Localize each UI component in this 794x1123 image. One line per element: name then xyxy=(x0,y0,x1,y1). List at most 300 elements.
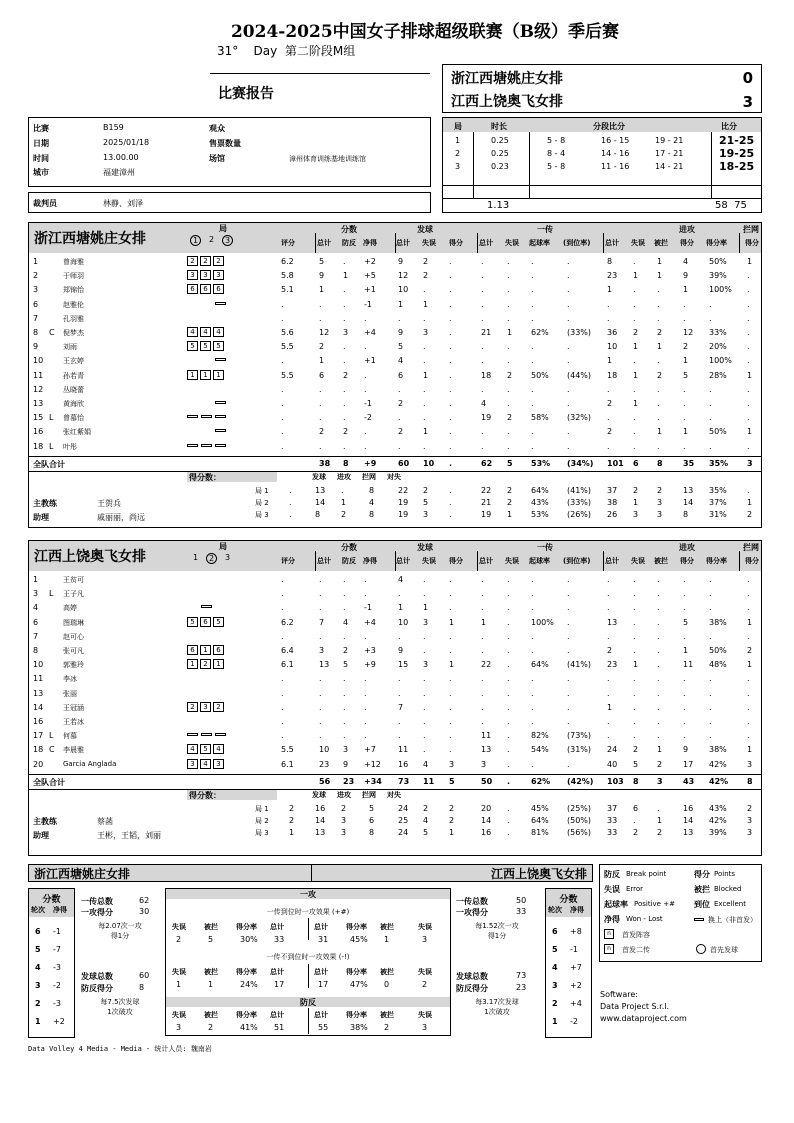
stat-se: 2 xyxy=(423,271,429,281)
stat-re: . xyxy=(507,271,510,281)
col-hdr-err: 失误 xyxy=(422,557,436,565)
stat-rt2: . xyxy=(481,688,484,698)
by-set-st: 22 xyxy=(398,485,409,495)
total-re: 5 xyxy=(507,458,513,468)
info-match-id: B159 xyxy=(103,123,124,132)
stat-rt: . xyxy=(281,427,284,437)
info-label-time: 时间 xyxy=(33,154,49,163)
player-row xyxy=(29,601,761,614)
side-out-val-4: 31 xyxy=(318,935,329,944)
stat-ae: . xyxy=(633,717,636,726)
total-bp: 23 xyxy=(343,776,355,786)
stat-tot: 12 xyxy=(319,328,330,337)
sets-hdr-score: 比分 xyxy=(721,122,737,131)
stat-apct: . xyxy=(709,441,712,451)
stat-tot: . xyxy=(319,399,322,408)
sub-markers xyxy=(215,358,226,361)
stat-rpos: . xyxy=(531,717,534,726)
stat-se: . xyxy=(423,631,426,641)
side-out-hdr-5: 得分率 xyxy=(346,923,367,931)
lineup-boxes xyxy=(187,702,224,712)
a-sv-total-label: 发球总数 xyxy=(456,972,488,981)
stat-rexc: . xyxy=(567,285,570,295)
set-mark: 1 xyxy=(192,553,199,562)
stat-rpos: 62% xyxy=(531,328,549,337)
stat-bp: . xyxy=(343,257,346,266)
stat-bp: . xyxy=(343,399,346,408)
stat-ae: . xyxy=(633,257,636,266)
stat-apct: 33% xyxy=(709,328,727,337)
stat-ab: . xyxy=(657,688,660,698)
stat-apct: . xyxy=(709,313,712,323)
stat-st: 9 xyxy=(398,328,404,337)
stat-se: 4 xyxy=(423,759,429,769)
col-hdr-pct: 得分率 xyxy=(706,239,727,247)
side-out-val-5: 45% xyxy=(350,935,368,944)
rotation-net: +2 xyxy=(570,981,582,990)
by-set-apct: 31% xyxy=(709,509,727,519)
stat-ae: . xyxy=(633,356,636,366)
side-out-hdr-2: 得分率 xyxy=(236,923,257,931)
stat-sp: . xyxy=(449,313,452,323)
lineup-position: 5 xyxy=(187,617,198,627)
total-sp: 5 xyxy=(449,776,455,786)
score-hdr-label: 得分数： xyxy=(189,472,221,482)
stat-se: . xyxy=(423,646,426,655)
stat-se: 1 xyxy=(423,427,429,437)
stat-rt: . xyxy=(281,313,284,323)
stat-ab: . xyxy=(657,702,660,712)
stat-bk: . xyxy=(747,674,750,684)
by-set-st: 24 xyxy=(398,827,409,837)
by-set-rexc: (26%) xyxy=(567,509,592,519)
score-hdr-3: 对失 xyxy=(387,790,401,799)
stat-sp: . xyxy=(449,441,452,451)
stat-rexc: . xyxy=(567,603,570,613)
stat-ap: 1 xyxy=(683,285,689,295)
stat-bp: . xyxy=(343,631,346,641)
stat-net: +12 xyxy=(364,759,381,769)
stat-apct: . xyxy=(709,575,712,584)
stat-rexc: . xyxy=(567,631,570,641)
stat-ap: 1 xyxy=(683,646,689,655)
pos-title: 一传到位时一攻效果 (+#) xyxy=(266,908,350,916)
by-set-bk: 2 xyxy=(747,803,753,813)
stat-bp: 3 xyxy=(343,745,349,755)
stat-ap: 1 xyxy=(683,427,689,437)
legend-sub: 换上（非首发） xyxy=(708,916,757,924)
side-out-val-7: 3 xyxy=(422,1023,428,1032)
stat-se: 1 xyxy=(423,299,429,309)
stat-rt: . xyxy=(281,441,284,451)
stat-se: 2 xyxy=(423,257,429,266)
by-set-s2: 14 xyxy=(315,815,326,825)
player-name: 于师羽 xyxy=(63,272,84,281)
stat-re: . xyxy=(507,702,510,712)
stat-se: . xyxy=(423,674,426,684)
legend-err-l: 失误 xyxy=(604,885,620,894)
score-hdr-1: 进攻 xyxy=(337,472,351,481)
stat-bp: 4 xyxy=(343,617,349,627)
match-title: 2024-2025中国女子排球超级联赛（B级）季后赛 xyxy=(230,22,620,42)
stat-at: 1 xyxy=(607,285,613,295)
footer-credit: Data Volley 4 Media - Media - 统计人员: 魏南岩 xyxy=(28,1045,212,1053)
lineup-position: 6 xyxy=(213,645,224,655)
stat-rt: . xyxy=(281,674,284,684)
total-bk: 8 xyxy=(747,776,753,786)
sub-marker-icon xyxy=(694,918,704,921)
stat-st: 12 xyxy=(398,271,409,281)
away-rot-title: 分数 xyxy=(559,895,578,905)
stat-apct: 50% xyxy=(709,427,727,437)
legend-pts-l: 得分 xyxy=(694,870,710,879)
by-set-rpos: 81% xyxy=(531,827,549,837)
stat-sp: . xyxy=(449,384,452,394)
by-set-ab: . xyxy=(657,803,660,813)
stat-rexc: . xyxy=(567,356,570,366)
total-se: 10 xyxy=(423,458,435,468)
player-number: 18 xyxy=(33,441,44,451)
stat-net: +7 xyxy=(364,745,376,755)
stat-ab: . xyxy=(657,617,660,627)
player-name: 张丽 xyxy=(63,689,77,698)
legend-err-v: Error xyxy=(626,885,644,893)
lineup-boxes xyxy=(187,659,224,669)
by-set-ab: 1 xyxy=(657,815,663,825)
by-set-rt2: 16 xyxy=(481,827,492,837)
stat-rexc: . xyxy=(567,717,570,726)
sub-marker-icon xyxy=(215,415,226,418)
stat-st: 4 xyxy=(398,356,404,366)
stat-st: 2 xyxy=(398,399,404,408)
player-role: L xyxy=(49,589,54,599)
stat-apct: . xyxy=(709,688,712,698)
player-row xyxy=(29,743,761,756)
player-name: 曾慕怡 xyxy=(63,414,84,423)
stat-sp: 3 xyxy=(449,759,455,769)
stat-bp: 3 xyxy=(343,328,349,337)
h-fr-note: 每2.07次一攻 得1分 xyxy=(98,922,142,940)
stat-rt: . xyxy=(281,603,284,613)
sub-marker-icon xyxy=(187,415,198,418)
col-hdr-err: 失误 xyxy=(505,239,519,247)
stat-apct: . xyxy=(709,717,712,726)
stat-apct: . xyxy=(709,399,712,408)
stat-ab: 1 xyxy=(657,342,663,352)
lineup-boxes xyxy=(187,744,224,754)
stat-at: 2 xyxy=(607,646,613,655)
software-vendor: Data Project S.r.l. xyxy=(600,1002,670,1011)
team-total-row xyxy=(29,457,761,470)
by-set-st: 19 xyxy=(398,509,409,519)
by-set-s1: 2 xyxy=(289,815,295,825)
side-out-val-3: 17 xyxy=(274,980,285,989)
by-set-s4: 8 xyxy=(369,827,375,837)
col-hdr-blk: 被拦 xyxy=(654,239,668,247)
lineup-position: 6 xyxy=(213,284,224,294)
stat-se: . xyxy=(423,717,426,726)
stat-tot: . xyxy=(319,313,322,323)
stat-rt2: . xyxy=(481,257,484,266)
stat-re: . xyxy=(507,441,510,451)
set-duration: 0.25 xyxy=(491,136,509,145)
by-set-rt2: 21 xyxy=(481,497,492,507)
lineup-position: 4 xyxy=(187,327,198,337)
stat-rpos: . xyxy=(531,702,534,712)
rotation-number: 5 xyxy=(35,945,41,954)
stat-rt: 5.5 xyxy=(281,745,294,755)
player-row xyxy=(29,573,761,586)
side-out-val-3: 51 xyxy=(274,1023,285,1032)
home-net-hdr: 净得 xyxy=(53,906,67,914)
stat-rpos: . xyxy=(531,631,534,641)
stat-bp: 2 xyxy=(343,646,349,655)
by-set-bk: . xyxy=(747,485,750,495)
stat-rt: 6.1 xyxy=(281,660,294,670)
stat-rt2: . xyxy=(481,441,484,451)
lineup-position: 2 xyxy=(200,659,211,669)
summary-away-name: 江西上饶奥飞女排 xyxy=(490,867,587,881)
sets-hdr-partial: 分段比分 xyxy=(593,122,625,131)
rotation-number: 4 xyxy=(35,963,41,972)
side-out-hdr-1: 被拦 xyxy=(204,1011,218,1019)
rotation-net: -1 xyxy=(570,945,578,954)
side-out-hdr-0: 失误 xyxy=(172,923,186,931)
player-row xyxy=(29,255,761,268)
stat-rt: . xyxy=(281,717,284,726)
serve-group-hdr: 发球 xyxy=(417,543,433,552)
stat-rpos: 100% xyxy=(531,617,554,627)
stat-ae: 1 xyxy=(633,271,639,281)
stat-st: . xyxy=(398,413,401,423)
player-name: 赵雅伦 xyxy=(63,300,84,309)
col-hdr-err: 失误 xyxy=(631,239,645,247)
stat-tot: 6 xyxy=(319,370,325,380)
home-rotation-box xyxy=(28,888,75,1038)
col-hdr-err: 失误 xyxy=(422,239,436,247)
by-set-se: 2 xyxy=(423,485,429,495)
stat-rt: . xyxy=(281,688,284,698)
team-name: 江西上饶奥飞女排 xyxy=(34,549,146,565)
stat-sp: . xyxy=(449,717,452,726)
stat-ae: . xyxy=(633,589,636,599)
player-name: 何慕 xyxy=(63,732,77,741)
stat-ae: 2 xyxy=(633,328,639,337)
stat-net: -1 xyxy=(364,299,372,309)
stat-rexc: (44%) xyxy=(567,370,592,380)
info-city: 福建漳州 xyxy=(103,168,135,177)
by-set-s2: 13 xyxy=(315,827,326,837)
stat-st: 7 xyxy=(398,702,404,712)
stat-rpos: . xyxy=(531,257,534,266)
stat-apct: 38% xyxy=(709,617,727,627)
team-name: 浙江西塘姚庄女排 xyxy=(34,231,146,247)
stat-st: 10 xyxy=(398,617,409,627)
stat-se: . xyxy=(423,702,426,712)
player-row xyxy=(29,369,761,382)
info-label-tickets: 售票数量 xyxy=(209,139,241,148)
stat-re: . xyxy=(507,285,510,295)
stat-ap: . xyxy=(683,731,686,741)
stat-bk: . xyxy=(747,603,750,613)
stat-ab: . xyxy=(657,356,660,366)
set-mark: 1 xyxy=(190,235,201,246)
stat-rt: . xyxy=(281,413,284,423)
player-row xyxy=(29,701,761,714)
set-mark: 2 xyxy=(208,235,215,244)
side-out-val-1: 2 xyxy=(208,1023,214,1032)
stat-rpos: . xyxy=(531,356,534,366)
stat-net: +1 xyxy=(364,285,376,295)
player-row xyxy=(29,411,761,424)
by-set-rpos: 64% xyxy=(531,485,549,495)
stat-rt2: 11 xyxy=(481,731,492,741)
stat-ap: . xyxy=(683,299,686,309)
legend-pos-l: 起球率 xyxy=(604,900,628,909)
rotation-number: 4 xyxy=(552,963,558,972)
legend-bp-l: 防反 xyxy=(604,870,620,879)
stat-sp: . xyxy=(449,631,452,641)
stat-at: . xyxy=(607,674,610,684)
sub-marker-icon xyxy=(215,358,226,361)
player-name: 王若冰 xyxy=(63,718,84,726)
stat-sp: . xyxy=(449,702,452,712)
stat-ae: . xyxy=(633,603,636,613)
stat-ap: 12 xyxy=(683,328,694,337)
stat-apct: 100% xyxy=(709,285,732,295)
stat-rt2: . xyxy=(481,702,484,712)
a-sv-note: 每3.17次发球 1次破攻 xyxy=(475,998,519,1016)
set-score: 21-25 xyxy=(719,134,755,147)
sets-table xyxy=(442,117,762,213)
player-name: 王冠涵 xyxy=(63,703,84,712)
sub-markers xyxy=(215,302,226,305)
stat-at: 18 xyxy=(607,370,618,380)
stat-at: 10 xyxy=(607,342,618,352)
stat-apct: 38% xyxy=(709,745,727,755)
info-label-referee: 裁判员 xyxy=(33,199,57,208)
side-out-hdr-3: 总计 xyxy=(270,1011,284,1019)
stat-apct: . xyxy=(709,299,712,309)
side-out-val-4: 17 xyxy=(318,980,329,989)
stat-rt2: . xyxy=(481,717,484,726)
software-url[interactable]: www.dataproject.com xyxy=(600,1014,687,1023)
lineup-position: 4 xyxy=(200,327,211,337)
by-set-s4: 6 xyxy=(369,815,375,825)
stat-bp: . xyxy=(343,413,346,423)
stat-sp: . xyxy=(449,589,452,599)
col-hdr-exc: (到位率) xyxy=(563,239,591,247)
player-number: 16 xyxy=(33,717,44,726)
stat-ap: 17 xyxy=(683,759,694,769)
sub-marker-icon xyxy=(187,444,198,447)
stat-at: . xyxy=(607,299,610,309)
stat-rt: . xyxy=(281,299,284,309)
lineup-position: 5 xyxy=(213,341,224,351)
stat-tot: 2 xyxy=(319,342,325,352)
rotation-number: 1 xyxy=(35,1017,41,1026)
total-rexc: (42%) xyxy=(567,776,594,786)
stat-se: . xyxy=(423,285,426,295)
lineup-position: 5 xyxy=(200,341,211,351)
side-out-val-2: 24% xyxy=(240,980,258,989)
col-hdr-bp: 防反 xyxy=(342,239,356,247)
stat-ap: . xyxy=(683,688,686,698)
legend-blk-v: Blocked xyxy=(714,885,742,893)
stat-re: . xyxy=(507,717,510,726)
stat-ae: . xyxy=(633,413,636,423)
stat-net: . xyxy=(364,441,367,451)
total-net: +34 xyxy=(364,776,382,786)
stat-bp: . xyxy=(343,441,346,451)
h-sv-pts: 8 xyxy=(139,983,145,992)
rotation-net: -3 xyxy=(53,963,61,972)
stat-net: . xyxy=(364,702,367,712)
h-sv-pts-label: 防反得分 xyxy=(81,984,113,993)
stat-rt2: . xyxy=(481,631,484,641)
total-rt2: 62 xyxy=(481,458,493,468)
stat-re: . xyxy=(507,745,510,755)
stat-sp: . xyxy=(449,271,452,281)
stat-bp: . xyxy=(343,313,346,323)
lineup-position: 3 xyxy=(200,702,211,712)
by-set-apct: 39% xyxy=(709,827,727,837)
stat-apct: . xyxy=(709,413,712,423)
player-row xyxy=(29,298,761,311)
side-out-hdr-4: 总计 xyxy=(314,1011,328,1019)
lineup-position: 2 xyxy=(187,702,198,712)
stat-re: . xyxy=(507,688,510,698)
stat-se: . xyxy=(423,745,426,755)
set-col-hdr: 局 xyxy=(219,542,227,551)
lineup-position: 1 xyxy=(200,370,211,380)
player-name: 王贫可 xyxy=(63,576,84,584)
side-out-val-4: 55 xyxy=(318,1023,329,1032)
stat-at: 1 xyxy=(607,356,613,366)
side-out-hdr-7: 失误 xyxy=(418,923,432,931)
stat-ab: . xyxy=(657,441,660,451)
stat-apct: 42% xyxy=(709,759,727,769)
player-row xyxy=(29,658,761,671)
points-group-hdr: 分数 xyxy=(341,225,357,234)
stat-re: . xyxy=(507,589,510,599)
stat-rt: 5.8 xyxy=(281,271,294,281)
stat-tot: . xyxy=(319,717,322,726)
stat-tot: 9 xyxy=(319,271,325,281)
stat-bk: . xyxy=(747,688,750,698)
side-out-hdr-1: 被拦 xyxy=(204,968,218,976)
side-out-val-1: 5 xyxy=(208,935,214,944)
player-row xyxy=(29,672,761,685)
stat-rt2: . xyxy=(481,575,484,584)
by-set-at: 26 xyxy=(607,509,618,519)
by-set-rt2: 19 xyxy=(481,509,492,519)
total-ap: 35 xyxy=(683,458,695,468)
by-set-ab: 3 xyxy=(657,509,663,519)
legend-starter: 首发阵容 xyxy=(622,931,650,939)
sub-marker-icon xyxy=(215,302,226,305)
stat-sp: . xyxy=(449,257,452,266)
side-out-hdr-0: 失误 xyxy=(172,968,186,976)
stat-ae: . xyxy=(633,646,636,655)
stat-re: 2 xyxy=(507,413,513,423)
h-fr-total: 62 xyxy=(139,896,150,905)
stat-ap: . xyxy=(683,384,686,394)
stat-at: . xyxy=(607,441,610,451)
points-group-hdr: 分数 xyxy=(341,543,357,552)
player-row xyxy=(29,326,761,339)
stat-apct: . xyxy=(709,702,712,712)
